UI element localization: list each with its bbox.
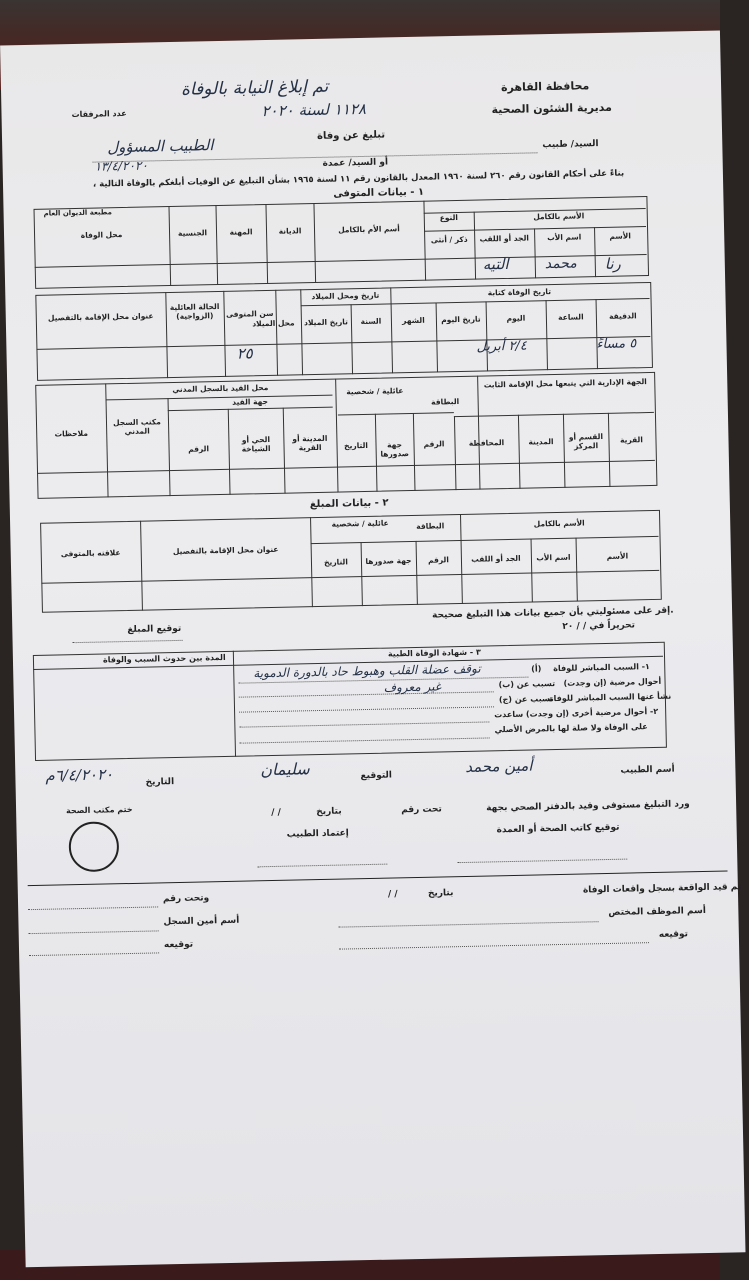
name-header: الأسم [609, 231, 632, 241]
cause-b-label: (ب) تسبب عن [498, 679, 556, 690]
hand-doctor: الطبيب المسؤول [107, 136, 214, 157]
reporter-card-type: عائلية / شخصية [331, 518, 389, 529]
nationality-header: الجنسية [177, 228, 208, 238]
card-type: عائلية / شخصية [346, 386, 404, 397]
sign-date-label: التاريخ [145, 777, 175, 788]
hand-first-name: رنا [604, 254, 621, 273]
printer-label: مطبعة الديوان العام [43, 208, 112, 218]
hand-death-time: ٥ مساءً [596, 336, 637, 353]
religion-header: الديانة [278, 226, 302, 236]
hand-age: ٢٥ [236, 344, 253, 363]
received-text: ورد التبليغ مستوفى وقيد بالدفتر الصحي بجهة [486, 799, 690, 814]
reg-number-label: وتحت رقم [162, 893, 210, 905]
full-name-header: الأسم بالكامل [533, 211, 585, 222]
death-place-header: محل الوفاة [80, 230, 123, 240]
section1-title: ١ - بيانات المتوفى [333, 186, 425, 200]
received-slashes: / / [271, 807, 282, 819]
other-conditions-label: ٢- أحوال مرضية أخرى (إن وجدت) ساعدت [494, 706, 659, 720]
town-header: المدينة أو القرية [292, 433, 328, 452]
notes-header: ملاحظات [54, 428, 89, 439]
registrar-signature-label: توقيعه [163, 939, 194, 951]
employee-signature-label: توقيعه [658, 929, 689, 940]
year-header: السنة [360, 316, 382, 327]
hand-death-date: ٢/٤ أبريل [476, 338, 528, 355]
reporter-name-header: الأسم [606, 551, 629, 561]
cause-c-label: (ج) تسبب عن [498, 694, 554, 705]
village-header: القرية [619, 435, 643, 445]
attachments-label: عدد المرفقات [71, 108, 127, 120]
gov-header: المحافظة [468, 438, 505, 448]
footer-slashes: / / [387, 889, 398, 900]
registry-side-header: جهة القيد [232, 397, 269, 407]
reporter-address-header: عنوان محل الإقامة بالتفصيل [172, 544, 279, 557]
period-header: المدة بين حدوث السبب والوفاة [102, 652, 226, 665]
hand-cause: توقف عضلة القلب وهبوط حاد بالدورة الدموية [253, 661, 481, 681]
or-omda-label: أو السيد/ عمدة [322, 157, 389, 169]
stamp-circle [68, 821, 119, 872]
birth-header: تاريخ ومحل الميلاد [311, 290, 380, 302]
day-header: اليوم [506, 313, 526, 323]
registered-label: تم قيد الواقعة بسجل واقعات الوفاة [582, 882, 742, 896]
hand-father-name: محمد [544, 255, 577, 273]
age-header: سن المتوفى [225, 308, 274, 319]
district-header: القسم أو المركز [568, 431, 604, 451]
hand-cause-b: غير معروف [383, 679, 442, 695]
conditions-label: أحوال مرضية (إن وجدت) [563, 676, 662, 688]
unrelated-label: على الوفاة ولا صلة لها بالمرض الأصلي [494, 722, 648, 735]
doctor-label: السيد/ طبيب [542, 139, 599, 151]
section3-title: ٣ - شهادة الوفاة الطبية [387, 647, 481, 659]
hand-sign-date: ٦/٤/٢٠٢٠م [45, 765, 114, 785]
birth-place-header: محل الميلاد [252, 318, 295, 329]
hand-doctor-name: أمين محمد [465, 756, 533, 776]
marital-header: الحالة العائلية (الزواجية) [169, 302, 220, 321]
card-issuer-header: جهة صدورها [380, 440, 410, 459]
grand-header: الجد أو اللقب [479, 233, 530, 244]
reg-number-header: الرقم [188, 444, 210, 454]
section2-title: ٢ - بيانات المبلغ [309, 497, 389, 511]
gender-options: ذكر / أنثى [430, 234, 468, 245]
footer-on-date-label: بتاريخ [427, 888, 454, 899]
office-header: مكتب السجل المدني [113, 417, 161, 436]
job-header: المهنة [229, 227, 253, 237]
doctor-name-label: أسم الطبيب [620, 764, 675, 776]
civil-registry-header: محل القيد بالسجل المدني [172, 382, 269, 395]
minute-header: الدقيقة [608, 311, 637, 321]
reporter-date-header: التاريخ [323, 557, 348, 567]
hand-note-2: ١١٢٨ لسنة ٢٠٢٠ [261, 99, 367, 121]
clerk-signature-label: توقيع كاتب الصحة أو العمدة [496, 822, 620, 836]
hour-header: الساعة [558, 312, 584, 322]
admin-header: الجهة الإدارية التي يتبعها محل الإقامة الثابت [483, 377, 647, 390]
doctor-sign-label: التوقيع [360, 770, 393, 782]
led-to-label: نشأ عنها السبب المباشر للوفاة [548, 691, 672, 704]
cause-a-label: (أ) [531, 664, 542, 674]
reporter-relation-header: علاقته بالمتوفى [60, 548, 121, 559]
birth-date-header: تاريخ الميلاد [303, 317, 348, 328]
reporter-card-header: البطاقة [416, 521, 445, 531]
death-date-written-header: تاريخ الوفاة كتابة [487, 287, 552, 298]
reporter-father-header: اسم الأب [536, 552, 571, 563]
month-header: الشهر [402, 315, 425, 326]
under-number-label: تحت رقم [401, 804, 442, 816]
employee-label: أسم الموظف المختص [608, 905, 707, 918]
card-header: البطاقة [431, 397, 460, 407]
reporter-number-header: الرقم [427, 555, 449, 565]
day-date-header: تاريخ اليوم [441, 314, 481, 325]
reporter-signature-line [73, 640, 183, 643]
gender-header: النوع [439, 212, 459, 223]
quarter-header: الحي أو الشياخة [241, 434, 271, 454]
confirm-text: إقر على مسئوليتي بأن جميع بيانات هذا التبليغ صحيحة. [432, 605, 674, 621]
hand-grand-name: التيه [482, 254, 509, 274]
on-date-label: بتاريخ [316, 806, 342, 818]
card-date-header: التاريخ [344, 440, 369, 451]
reporter-grand-header: الجد أو اللقب [471, 553, 521, 564]
written-date: تحريراً في / / ٢٠ [562, 620, 636, 632]
hand-signature: سليمان [260, 759, 310, 780]
death-report-form [0, 30, 745, 1267]
directorate: مديرية الشئون الصحية [491, 100, 612, 117]
card-number-header: الرقم [423, 439, 445, 449]
city-header: المدينة [528, 437, 554, 447]
reporter-full-name-header: الأسم بالكامل [533, 518, 585, 529]
report-title: تبليغ عن وفاة [316, 129, 386, 142]
governorate: محافظة القاهرة [500, 79, 590, 95]
reporter-issuer-header: جهة صدورها [365, 556, 412, 567]
health-office-stamp-label: ختم مكتب الصحة [66, 804, 133, 816]
intro-text: بناءً على أحكام القانون رقم ٢٦٠ لسنة ١٩٦٠ المعدل بالقانون رقم ١١ لسنة ١٩٦٥ بشأن التبليغ عن الوفيات أبلغكم بالوفاة التالية ، [92, 168, 625, 190]
address-header: عنوان محل الإقامة بالتفصيل [47, 311, 154, 323]
reporter-signature-label: توقيع المبلغ [127, 623, 182, 636]
hand-note-1: تم إبلاغ النيابة بالوفاة [180, 76, 329, 100]
mother-header: أسم الأم بالكامل [338, 224, 400, 235]
hand-date-top: ١٣/٤/٢٠٢٠ [94, 158, 148, 174]
father-header: اسم الأب [547, 232, 582, 243]
cause-direct-label: ١- السبب المباشر للوفاة [553, 662, 650, 674]
doctor-approval-label: إعتماد الطبيب [286, 828, 349, 840]
registrar-label: أسم أمين السجل [163, 915, 240, 928]
